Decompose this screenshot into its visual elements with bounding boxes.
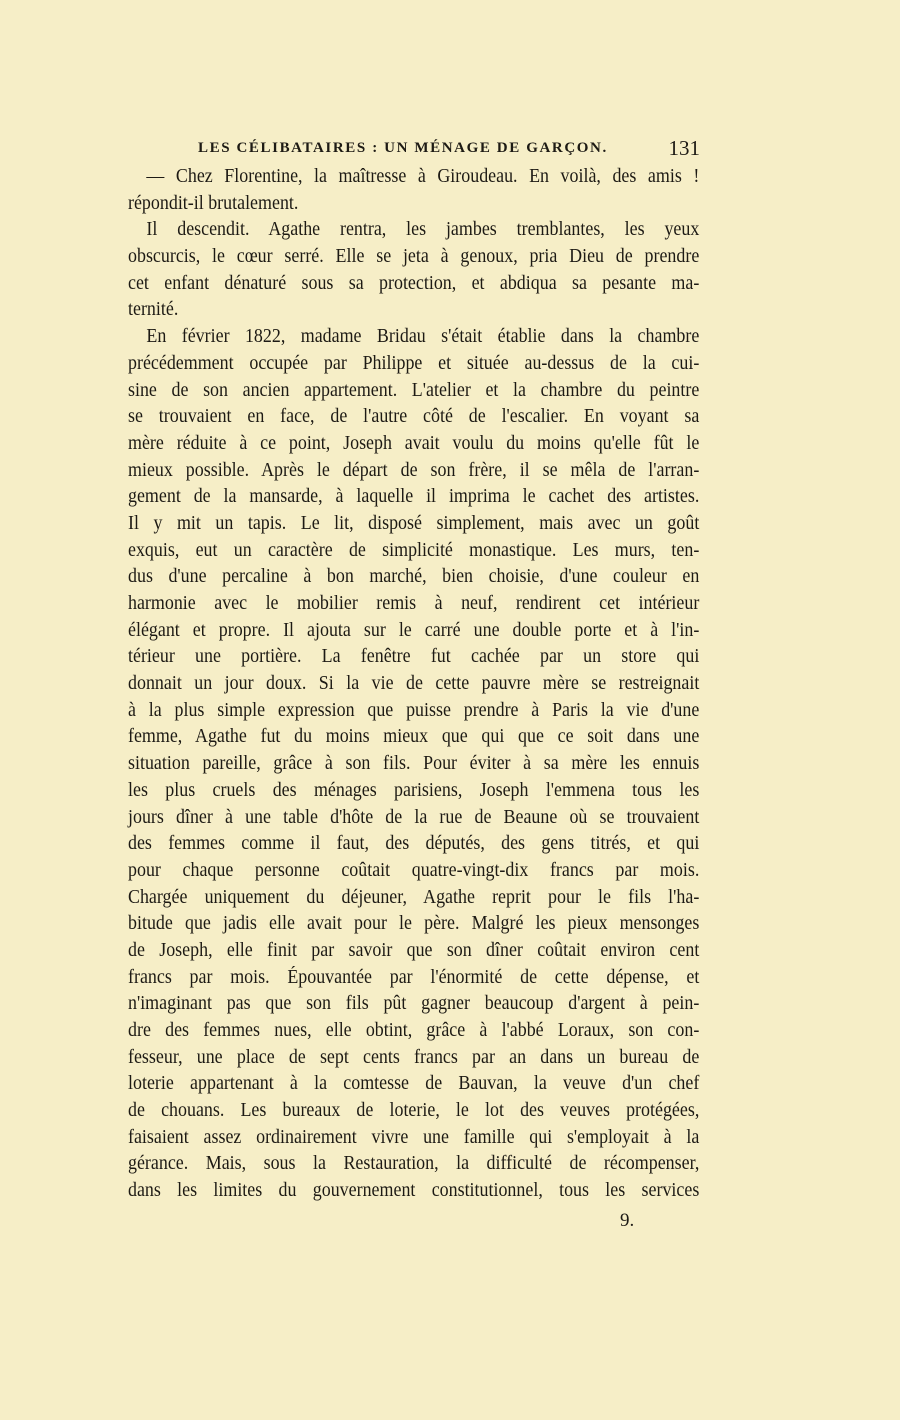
text-line: répondit-il brutalement. (128, 192, 299, 214)
text-line: faisaient assez ordinairement vivre une famille qui s'employait à la (128, 1126, 700, 1148)
text-line: les plus cruels des ménages parisiens, Joseph l'emmena tous les (128, 779, 700, 801)
text-line: En février 1822, madame Bridau s'était établie dans la chambre (146, 326, 700, 348)
text-line: se trouvaient en face, de l'autre côté de l'escalier. En voyant sa (128, 406, 700, 428)
text-line: donnait un jour doux. Si la vie de cette pauvre mère se restreignait (128, 673, 700, 695)
text-line: francs par mois. Épouvantée par l'énormité de cette dépense, et (128, 966, 700, 988)
text-line: fesseur, une place de sept cents francs par an dans un bureau de (128, 1046, 700, 1068)
text-line: Chargée uniquement du déjeuner, Agathe reprit pour le fils l'ha- (128, 886, 700, 908)
text-line: harmonie avec le mobilier remis à neuf, rendirent cet intérieur (128, 593, 700, 614)
signature-mark: 9. (620, 1210, 635, 1231)
text-line: dans les limites du gouvernement constitutionnel, tous les services (128, 1180, 700, 1202)
text-line: précédemment occupée par Philippe et située au-dessus de la cui- (128, 352, 700, 374)
text-line: dre des femmes nues, elle obtint, grâce à l'abbé Loraux, son con- (128, 1020, 700, 1041)
text-line: à la plus simple expression que puisse prendre à Paris la vie d'une (128, 699, 700, 721)
running-header (128, 138, 700, 162)
text-line: de Joseph, elle finit par savoir que son dîner coûtait environ cent (128, 939, 700, 961)
text-line: situation pareille, grâce à son fils. Pour éviter à sa mère les ennuis (128, 753, 700, 775)
text-line: Il y mit un tapis. Le lit, disposé simplement, mais avec un goût (128, 512, 700, 534)
text-line: élégant et propre. Il ajouta sur le carré une double porte et à l'in- (128, 619, 700, 641)
text-line: femme, Agathe fut du moins mieux que qui que ce soit dans une (128, 726, 700, 748)
text-line: de chouans. Les bureaux de loterie, le lot des veuves protégées, (128, 1100, 700, 1122)
text-line: — Chez Florentine, la maîtresse à Giroudeau. En voilà, des amis ! (146, 166, 700, 187)
text-line: mère réduite à ce point, Joseph avait voulu du moins qu'elle fût le (128, 432, 700, 454)
text-line: mieux possible. Après le départ de son frère, il se mêla de l'arran- (128, 459, 700, 481)
text-line: obscurcis, le cœur serré. Elle se jeta à genoux, pria Dieu de prendre (128, 246, 700, 268)
text-line: loterie appartenant à la comtesse de Bauvan, la veuve d'un chef (128, 1073, 700, 1095)
text-line: cet enfant dénaturé sous sa protection, et abdiqua sa pesante ma- (128, 272, 700, 294)
running-title: LES CÉLIBATAIRES : UN MÉNAGE DE GARÇON. (198, 140, 608, 156)
text-line: gement de la mansarde, à laquelle il imprima le cachet des artistes. (128, 486, 700, 508)
text-line: des femmes comme il faut, des députés, des gens titrés, et qui (128, 833, 700, 855)
text-line: bitude que jadis elle avait pour le père. Malgré les pieux mensonges (128, 913, 700, 935)
text-line: ternité. (128, 299, 179, 321)
text-line: gérance. Mais, sous la Restauration, la difficulté de récompenser, (128, 1153, 700, 1175)
text-line: sine de son ancien appartement. L'atelier et la chambre du peintre (128, 379, 700, 401)
text-line: pour chaque personne coûtait quatre-vingt-dix francs par mois. (128, 859, 700, 881)
page-number: 131 (668, 136, 700, 160)
text-line: n'imaginant pas que son fils pût gagner beaucoup d'argent à pein- (128, 993, 700, 1015)
text-line: exquis, eut un caractère de simplicité monastique. Les murs, ten- (128, 539, 700, 561)
text-line: dus d'une percaline à bon marché, bien choisie, d'une couleur en (128, 566, 700, 588)
body-text (128, 164, 700, 1205)
text-line: térieur une portière. La fenêtre fut cachée par un store qui (128, 646, 700, 668)
text-line: jours dîner à une table d'hôte de la rue de Beaune où se trouvaient (128, 806, 700, 828)
text-line: Il descendit. Agathe rentra, les jambes tremblantes, les yeux (146, 219, 700, 241)
